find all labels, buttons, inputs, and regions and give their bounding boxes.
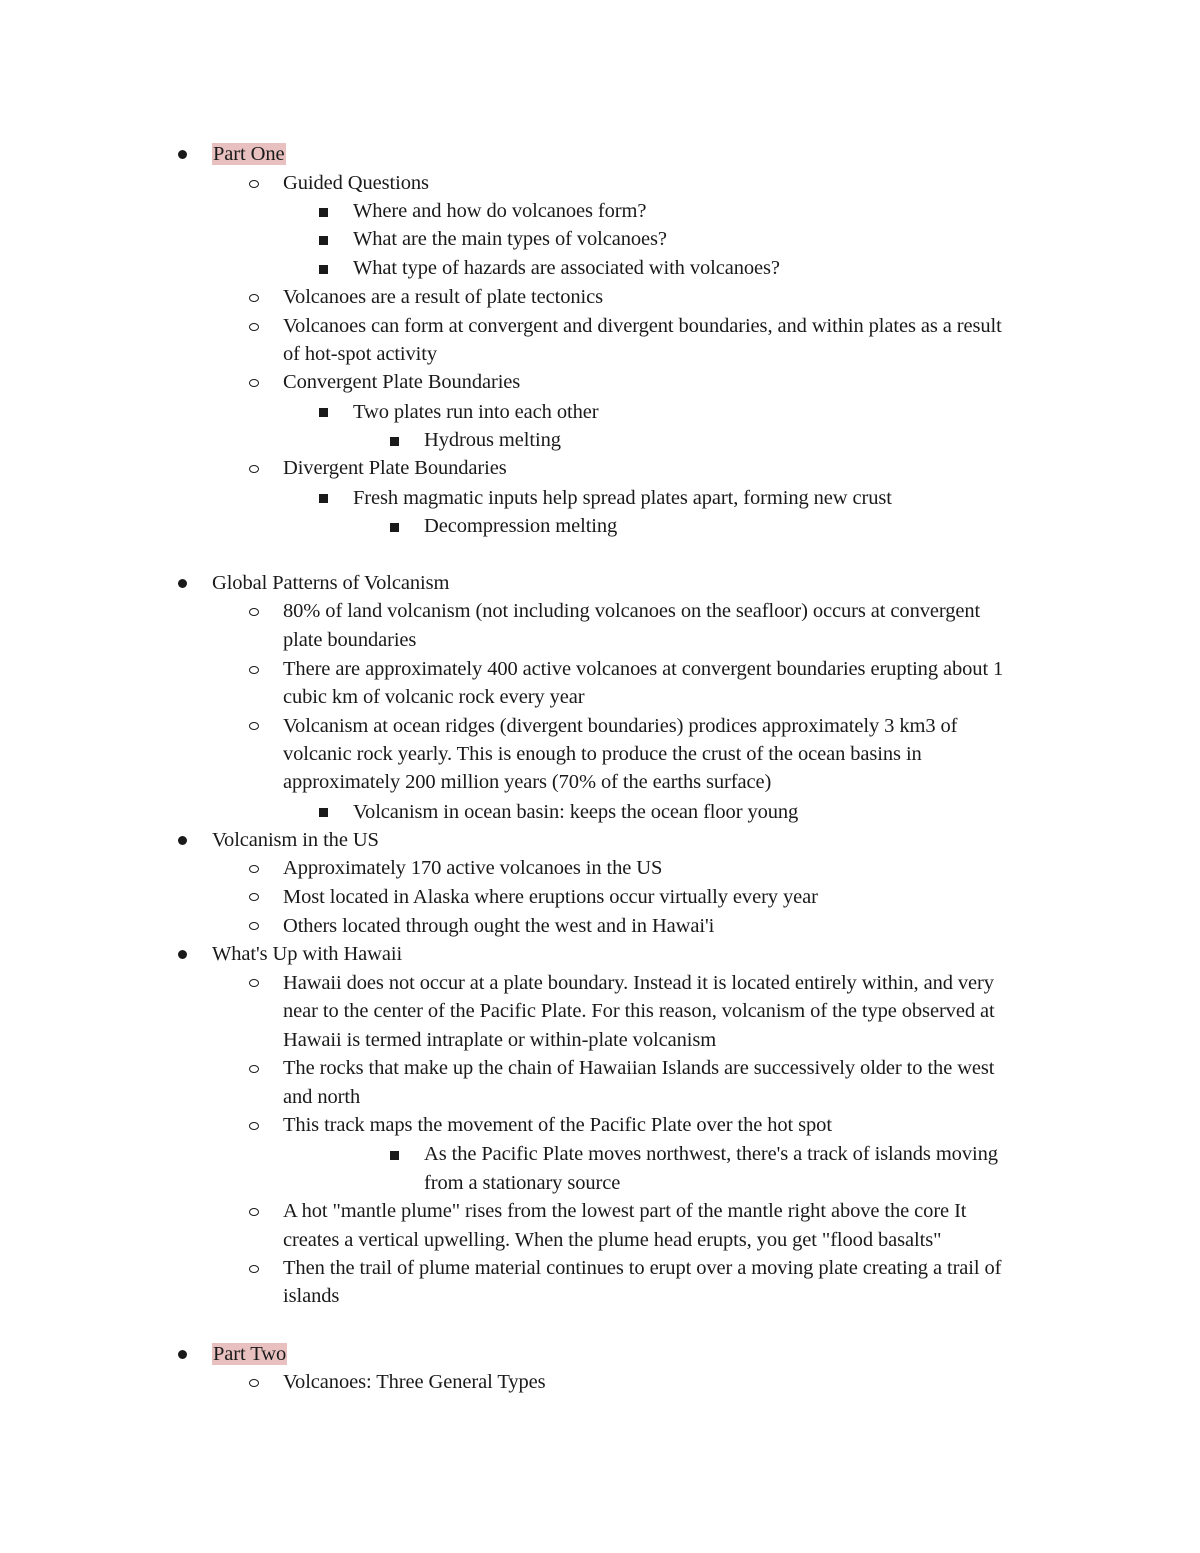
square-bullet-icon (319, 236, 328, 245)
list-item: Volcanism at ocean ridges (divergent boundaries) prodices approximately 3 km3 of (283, 715, 958, 737)
list-item: Most located in Alaska where eruptions occur virtually every year (283, 886, 818, 908)
list-item: 80% of land volcanism (not including volcanoes on the seafloor) occurs at convergent (283, 600, 981, 622)
disc-bullet-icon (178, 836, 187, 845)
circle-bullet-icon (249, 323, 259, 331)
list-item: Decompression melting (424, 515, 618, 537)
list-item-continuation: near to the center of the Pacific Plate. For this reason, volcanism of the type observed at (283, 1000, 995, 1022)
circle-bullet-icon (249, 722, 259, 730)
list-item-continuation: from a stationary source (424, 1172, 621, 1194)
circle-bullet-icon (249, 379, 259, 387)
list-item-continuation: islands (283, 1285, 340, 1307)
circle-bullet-icon (249, 1265, 259, 1273)
heading-hawaii: What's Up with Hawaii (212, 943, 403, 965)
list-item-continuation: volcanic rock yearly. This is enough to produce the crust of the ocean basins in (283, 743, 922, 765)
square-bullet-icon (319, 408, 328, 417)
square-bullet-icon (319, 265, 328, 274)
circle-bullet-icon (249, 294, 259, 302)
highlighted-text: Part One (213, 143, 285, 165)
list-item-continuation: creates a vertical upwelling. When the plume head erupts, you get "flood basalts" (283, 1229, 942, 1251)
square-bullet-icon (319, 808, 328, 817)
circle-bullet-icon (249, 979, 259, 987)
circle-bullet-icon (249, 465, 259, 473)
list-item: Hydrous melting (424, 429, 561, 451)
square-bullet-icon (390, 437, 399, 446)
list-item: Guided Questions (283, 172, 429, 194)
heading-volcanism-us: Volcanism in the US (212, 829, 379, 851)
circle-bullet-icon (249, 1122, 259, 1130)
square-bullet-icon (319, 494, 328, 503)
square-bullet-icon (390, 523, 399, 532)
list-item: As the Pacific Plate moves northwest, there's a track of islands moving (424, 1143, 998, 1165)
list-item-continuation: approximately 200 million years (70% of the earths surface) (283, 771, 772, 793)
list-item-continuation: of hot-spot activity (283, 343, 438, 365)
square-bullet-icon (319, 208, 328, 217)
circle-bullet-icon (249, 180, 259, 188)
list-item: Volcanoes are a result of plate tectonics (283, 286, 603, 308)
list-item-continuation: Hawaii is termed intraplate or within-plate volcanism (283, 1029, 717, 1051)
list-item: What are the main types of volcanoes? (353, 228, 667, 250)
list-item-continuation: and north (283, 1086, 361, 1108)
list-item: Volcanoes can form at convergent and divergent boundaries, and within plates as a result (283, 315, 1002, 337)
list-item: This track maps the movement of the Pacific Plate over the hot spot (283, 1114, 832, 1136)
list-item: Then the trail of plume material continues to erupt over a moving plate creating a trail of (283, 1257, 1002, 1279)
highlighted-text: Part Two (213, 1343, 287, 1365)
disc-bullet-icon (178, 950, 187, 959)
list-item-continuation: plate boundaries (283, 629, 417, 651)
list-item: Where and how do volcanoes form? (353, 200, 647, 222)
heading-part-two (212, 1340, 287, 1368)
square-bullet-icon (390, 1151, 399, 1160)
circle-bullet-icon (249, 893, 259, 901)
disc-bullet-icon (178, 579, 187, 588)
circle-bullet-icon (249, 608, 259, 616)
list-item: Volcanoes: Three General Types (283, 1371, 546, 1393)
list-item: Convergent Plate Boundaries (283, 371, 521, 393)
disc-bullet-icon (178, 1350, 187, 1359)
list-item: Fresh magmatic inputs help spread plates apart, forming new crust (353, 487, 892, 509)
heading-global-patterns: Global Patterns of Volcanism (212, 572, 450, 594)
list-item: There are approximately 400 active volcanoes at convergent boundaries erupting about 1 (283, 658, 1004, 680)
circle-bullet-icon (249, 1208, 259, 1216)
list-item: What type of hazards are associated with volcanoes? (353, 257, 780, 279)
circle-bullet-icon (249, 666, 259, 674)
circle-bullet-icon (249, 922, 259, 930)
list-item: Others located through ought the west and in Hawai'i (283, 915, 715, 937)
list-item: Divergent Plate Boundaries (283, 457, 507, 479)
list-item-continuation: cubic km of volcanic rock every year (283, 686, 585, 708)
list-item: The rocks that make up the chain of Hawaiian Islands are successively older to the west (283, 1057, 995, 1079)
heading-part-one (212, 140, 286, 168)
list-item: A hot "mantle plume" rises from the lowest part of the mantle right above the core It (283, 1200, 967, 1222)
disc-bullet-icon (178, 150, 187, 159)
list-item: Two plates run into each other (353, 401, 599, 423)
list-item: Volcanism in ocean basin: keeps the ocean floor young (353, 801, 799, 823)
list-item: Approximately 170 active volcanoes in the US (283, 857, 663, 879)
circle-bullet-icon (249, 1379, 259, 1387)
list-item: Hawaii does not occur at a plate boundary. Instead it is located entirely within, and very (283, 972, 994, 994)
circle-bullet-icon (249, 1065, 259, 1073)
circle-bullet-icon (249, 865, 259, 873)
